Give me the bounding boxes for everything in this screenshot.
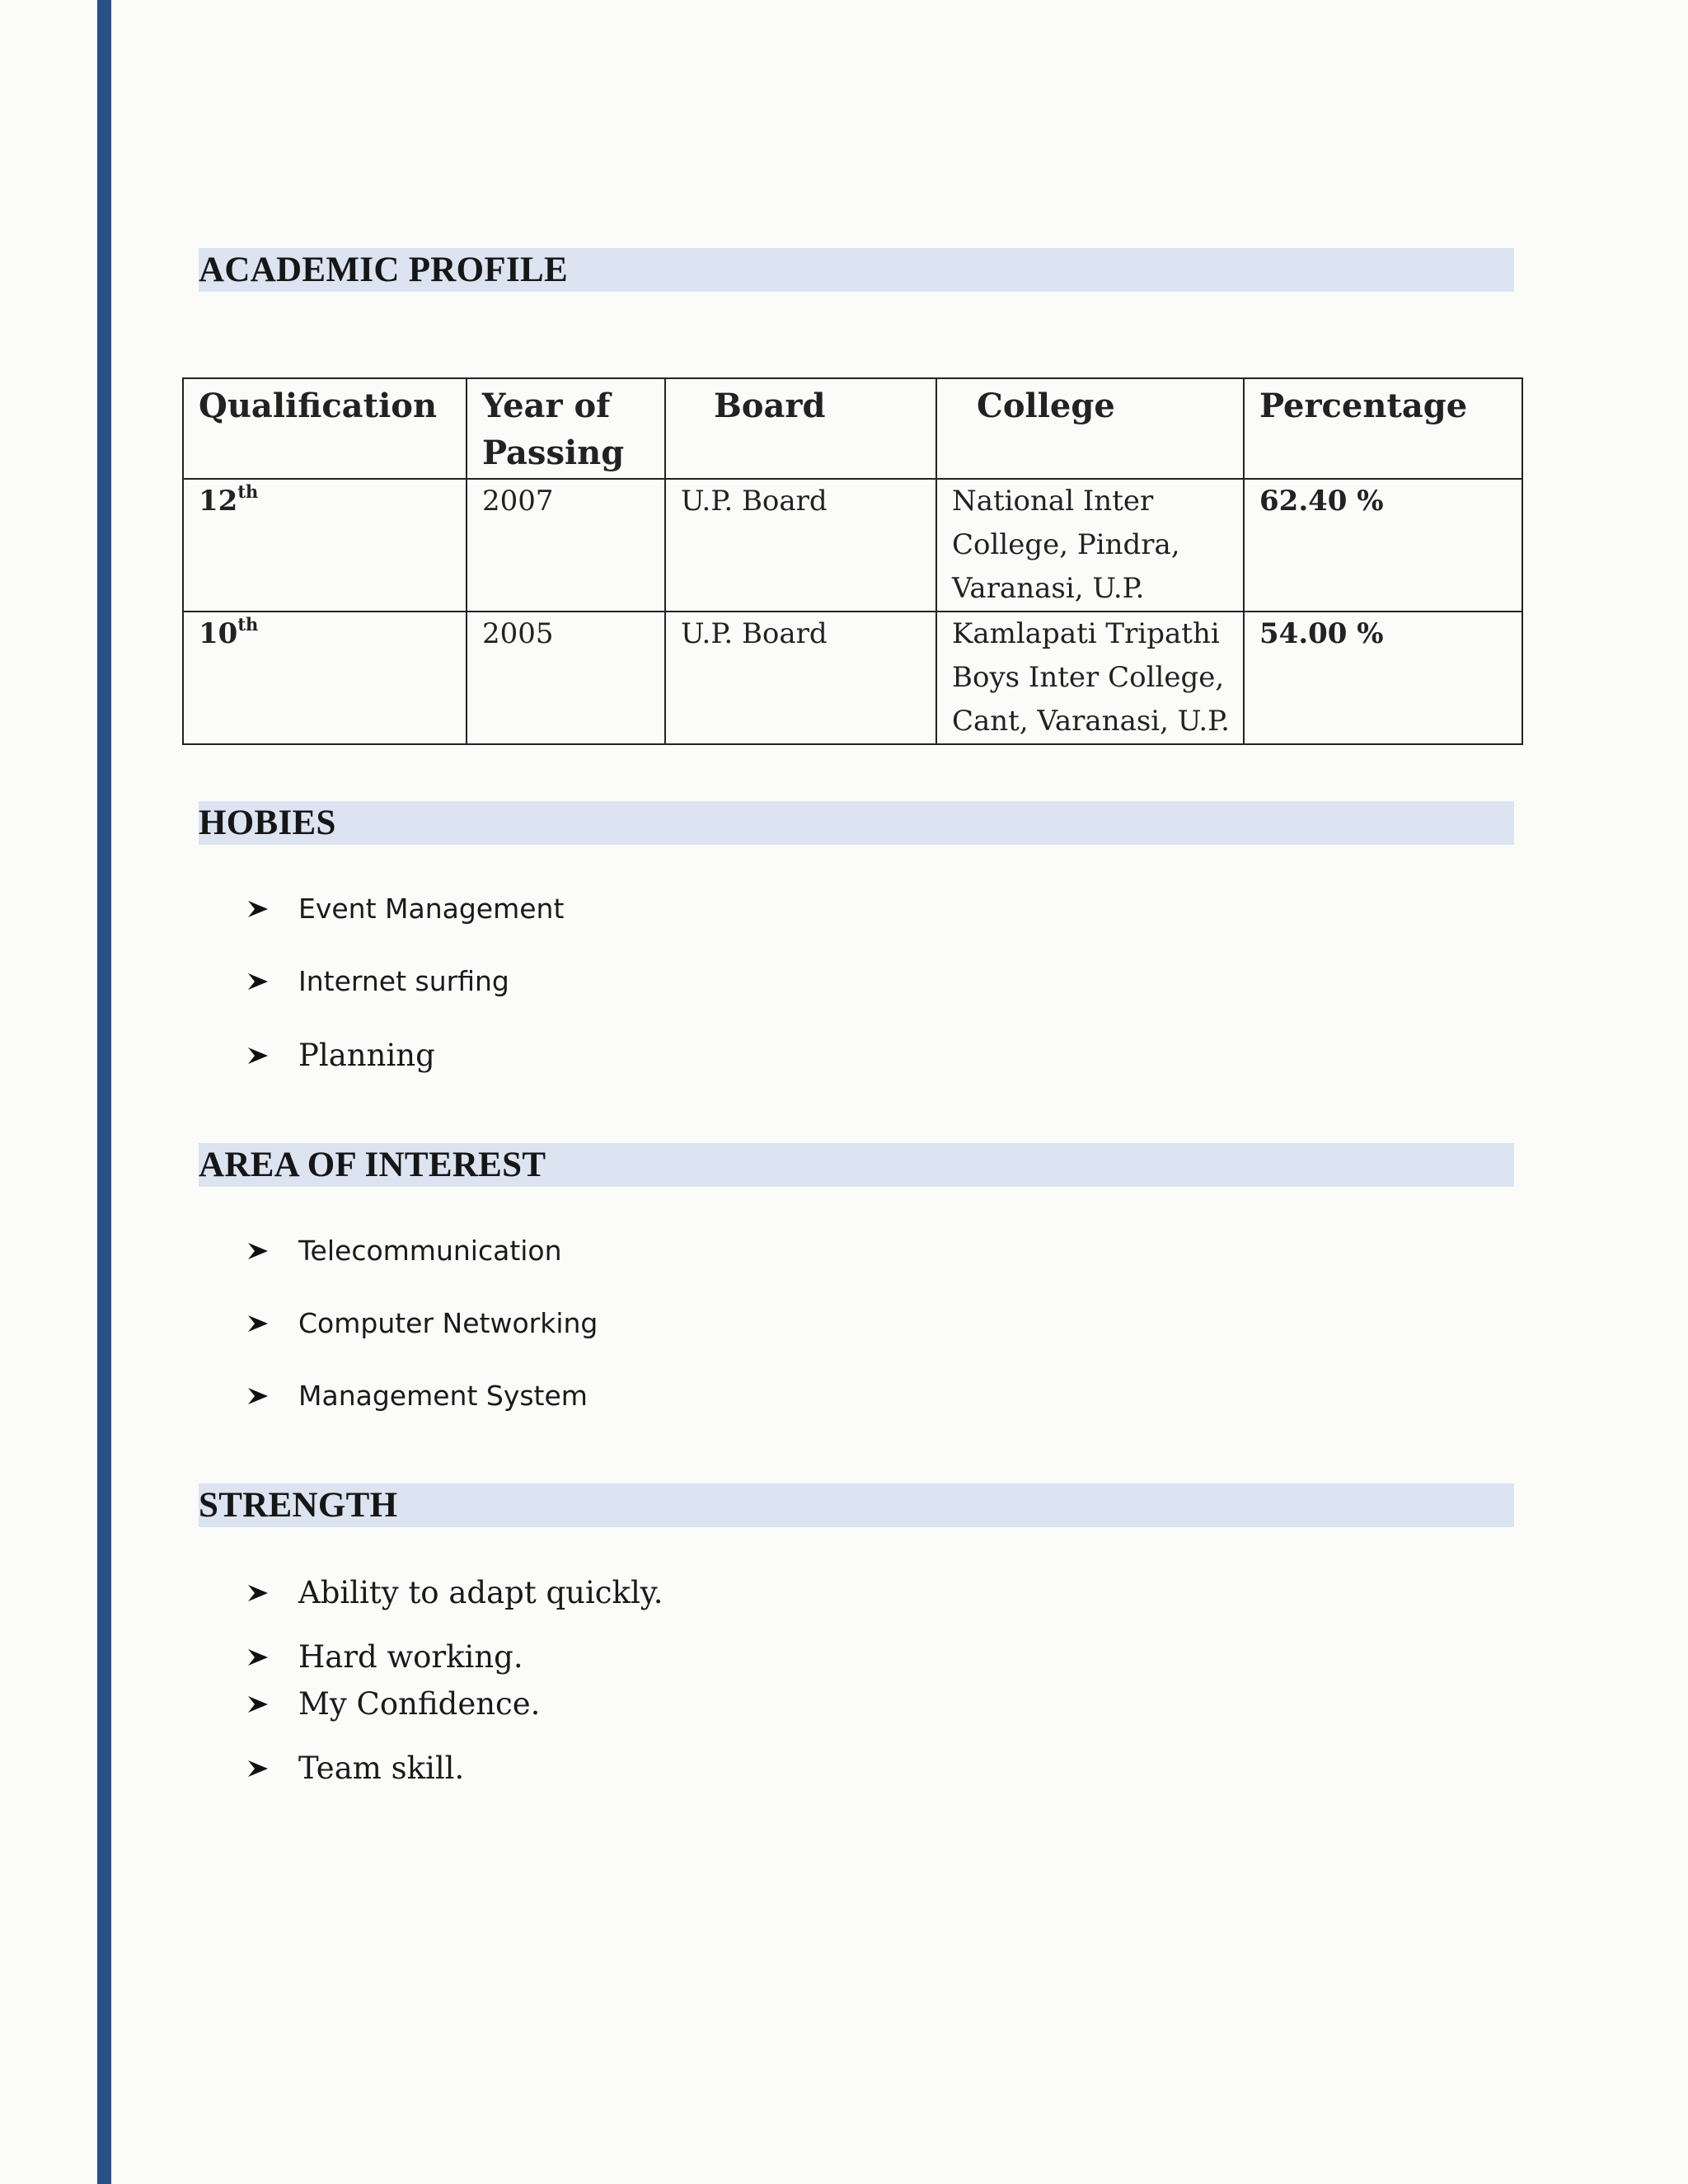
arrow-bullet-icon — [247, 1744, 272, 1793]
cell-qualification: 10th — [183, 612, 467, 744]
list-item: Planning — [247, 1031, 564, 1080]
arrow-bullet-icon — [247, 1226, 272, 1276]
list-item: Hard working. — [247, 1633, 663, 1682]
interests-list — [247, 1226, 598, 1421]
cell-percentage: 62.40 % — [1244, 479, 1522, 612]
arrow-bullet-icon — [247, 1371, 272, 1421]
section-heading-academic-profile: ACADEMIC PROFILE — [199, 248, 1514, 292]
cell-board: U.P. Board — [665, 479, 936, 612]
left-accent-bar — [97, 0, 111, 2184]
strengths-list — [247, 1568, 663, 1793]
cell-qualification: 12th — [183, 479, 467, 612]
list-item: My Confidence. — [247, 1680, 663, 1729]
list-item: Management System — [247, 1371, 598, 1421]
arrow-bullet-icon — [247, 884, 272, 934]
cell-college: National Inter College, Pindra, Varanasi, U.P. — [936, 479, 1244, 612]
header-college: College — [936, 378, 1244, 479]
header-percentage: Percentage — [1244, 378, 1522, 479]
arrow-bullet-icon — [247, 957, 272, 1006]
cell-college: Kamlapati Tripathi Boys Inter College, Cant, Varanasi, U.P. — [936, 612, 1244, 744]
arrow-bullet-icon — [247, 1680, 272, 1729]
cell-year: 2007 — [467, 479, 665, 612]
cell-year: 2005 — [467, 612, 665, 744]
list-item: Computer Networking — [247, 1299, 598, 1348]
header-year-of-passing: Year of Passing — [467, 378, 665, 479]
arrow-bullet-icon — [247, 1568, 272, 1618]
list-item: Telecommunication — [247, 1226, 598, 1276]
list-item: Event Management — [247, 884, 564, 934]
academic-table — [182, 377, 1523, 745]
header-board: Board — [665, 378, 936, 479]
section-heading-area-of-interest: AREA OF INTEREST — [199, 1143, 1514, 1187]
header-qualification: Qualification — [183, 378, 467, 479]
arrow-bullet-icon — [247, 1031, 272, 1080]
table-row — [183, 479, 1522, 612]
arrow-bullet-icon — [247, 1633, 272, 1682]
list-item: Team skill. — [247, 1744, 663, 1793]
list-item: Ability to adapt quickly. — [247, 1568, 663, 1618]
arrow-bullet-icon — [247, 1299, 272, 1348]
section-heading-strength: STRENGTH — [199, 1483, 1514, 1527]
cell-board: U.P. Board — [665, 612, 936, 744]
section-heading-hobbies: HOBIES — [199, 801, 1514, 845]
cell-percentage: 54.00 % — [1244, 612, 1522, 744]
table-row — [183, 612, 1522, 744]
list-item: Internet surfing — [247, 957, 564, 1006]
table-header-row — [183, 378, 1522, 479]
hobbies-list — [247, 884, 564, 1080]
